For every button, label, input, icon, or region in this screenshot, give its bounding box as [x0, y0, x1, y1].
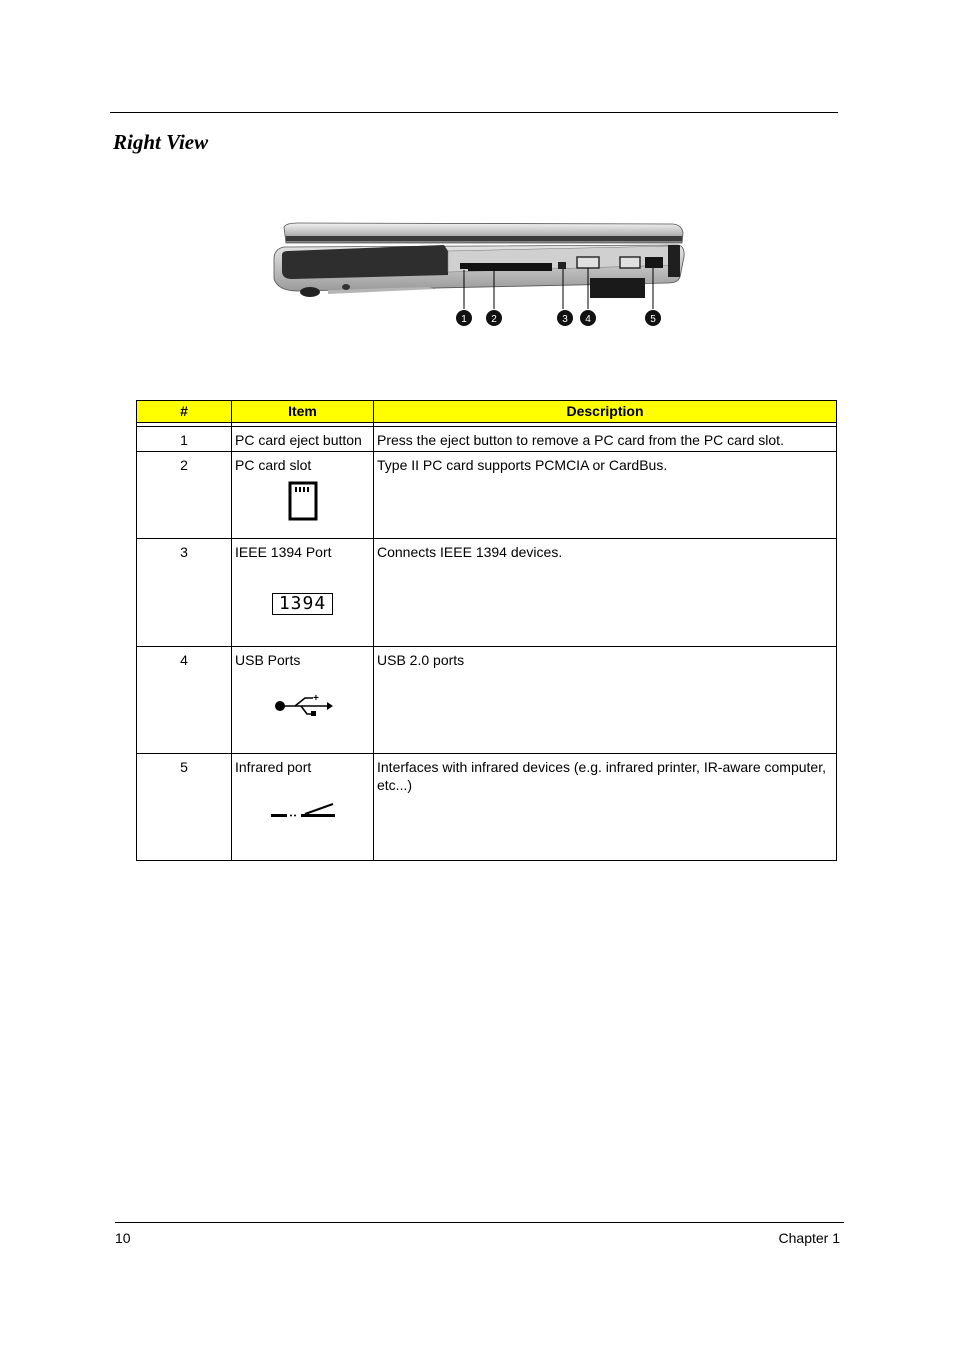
table-row	[137, 647, 837, 754]
row-item-cell	[232, 754, 374, 861]
row-item: PC card slot	[235, 457, 312, 473]
table-row	[137, 539, 837, 647]
callout-1	[456, 310, 472, 326]
table-row	[137, 452, 837, 539]
row-item-cell	[232, 452, 374, 539]
row-item: Infrared port	[235, 759, 312, 775]
row-item-cell	[232, 647, 374, 754]
callout-5	[645, 310, 661, 326]
svg-text:4: 4	[585, 314, 591, 325]
row-description: USB 2.0 ports	[374, 647, 837, 754]
row-num: 3	[137, 539, 232, 647]
row-item-cell	[232, 539, 374, 647]
infrared-icon	[269, 802, 337, 822]
callout-2	[486, 310, 502, 326]
header-num: #	[137, 401, 232, 423]
chapter-label: Chapter 1	[778, 1230, 840, 1246]
footer-rule	[115, 1222, 844, 1223]
callout-4	[580, 310, 596, 326]
right-view-table	[136, 400, 837, 861]
row-item: USB Ports	[235, 652, 301, 668]
row-description: Type II PC card supports PCMCIA or CardBus.	[374, 452, 837, 539]
header-rule	[110, 112, 838, 113]
svg-text:+: +	[312, 693, 319, 704]
row-description: Connects IEEE 1394 devices.	[374, 539, 837, 647]
row-item: PC card eject button	[232, 427, 374, 452]
page-number: 10	[115, 1230, 131, 1246]
svg-text:3: 3	[562, 314, 568, 325]
header-description: Description	[374, 401, 837, 423]
row-description: Interfaces with infrared devices (e.g. infrared printer, IR-aware computer, etc...)	[374, 754, 837, 861]
table-header-row	[137, 401, 837, 423]
svg-text:2: 2	[491, 314, 497, 325]
section-title: Right View	[113, 130, 209, 154]
svg-text:5: 5	[650, 314, 656, 325]
callout-3	[557, 310, 573, 326]
row-num: 4	[137, 647, 232, 754]
pc-card-icon	[287, 480, 319, 522]
ieee1394-icon: 1394	[272, 593, 333, 615]
table-row	[137, 754, 837, 861]
row-num: 1	[137, 427, 232, 452]
row-num: 2	[137, 452, 232, 539]
row-description: Press the eject button to remove a PC card from the PC card slot.	[374, 427, 837, 452]
laptop-right-view-image	[268, 215, 688, 330]
row-item: IEEE 1394 Port	[235, 544, 332, 560]
svg-text:1: 1	[461, 314, 467, 325]
usb-icon	[273, 693, 333, 719]
row-num: 5	[137, 754, 232, 861]
header-item: Item	[232, 401, 374, 423]
table-row	[137, 427, 837, 452]
